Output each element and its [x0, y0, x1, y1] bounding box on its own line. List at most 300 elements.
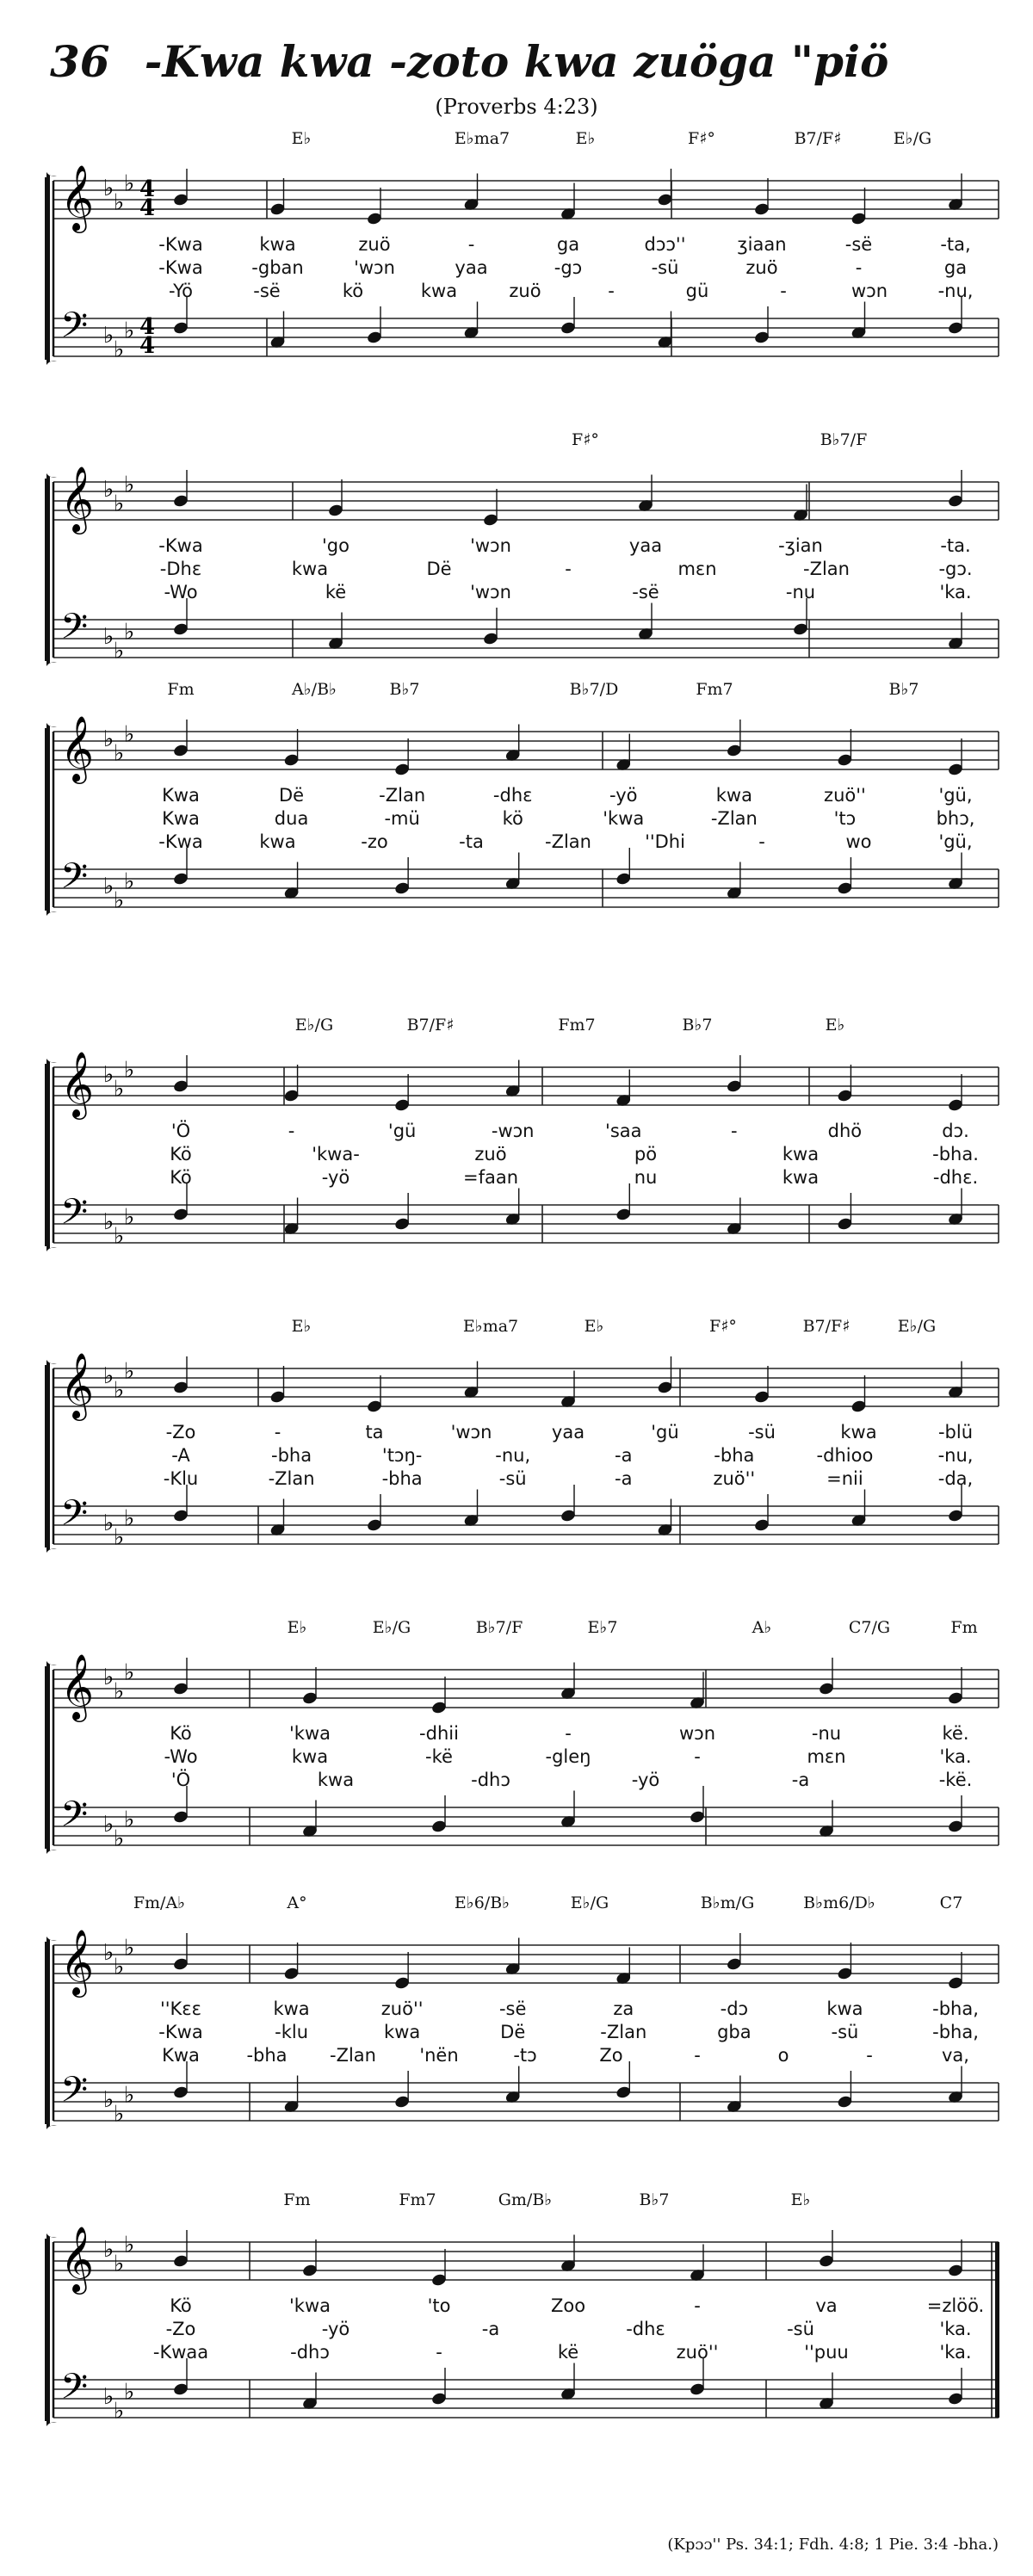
- key-signature-flat: ♭: [124, 1204, 135, 1231]
- lyric-syllable: -Yö: [169, 281, 193, 301]
- time-signature-digit: 4: [139, 195, 156, 221]
- key-signature-flat: ♭: [114, 1377, 125, 1404]
- time-signature-digit: 4: [139, 314, 156, 340]
- key-signature-flat: ♭: [103, 1812, 114, 1838]
- lyric-syllable: -Zlan: [600, 2022, 647, 2042]
- lyric-verse-3: [0, 1468, 1033, 1494]
- lyric-syllable: =zlöö.: [926, 2295, 985, 2316]
- lyric-syllable: -Zlan: [330, 2045, 376, 2066]
- chord-symbol: E♭: [584, 1317, 604, 1336]
- lyric-syllable: -yö: [631, 1770, 660, 1790]
- key-signature-flat: ♭: [124, 2082, 135, 2109]
- music-system: [0, 1317, 1033, 1592]
- lyric-syllable: kwa: [384, 2022, 421, 2042]
- key-signature-flat: ♭: [114, 491, 125, 517]
- chord-symbol: B♭7: [682, 1016, 713, 1035]
- lyric-syllable: -a: [615, 1468, 633, 1489]
- lyric-syllable: -dhɔ: [471, 1770, 510, 1790]
- lyric-syllable: bhɔ,: [936, 808, 975, 829]
- lyric-syllable: -Zlan: [545, 831, 591, 852]
- lyric-syllable: -kë.: [938, 1770, 973, 1790]
- key-signature-flat: ♭: [124, 472, 135, 498]
- lyric-syllable: -Kwa: [158, 2022, 203, 2042]
- lyric-syllable: -kë: [425, 1746, 453, 1767]
- key-signature-flat: ♭: [114, 189, 125, 216]
- key-signature-flat: ♭: [103, 1062, 114, 1088]
- key-signature-flat: ♭: [114, 740, 125, 767]
- key-signature-flat: ♭: [114, 1076, 125, 1103]
- lyric-syllable: 'gü: [387, 1121, 417, 1141]
- chord-symbol: F♯°: [572, 430, 599, 449]
- lyric-syllable: -bha: [381, 1468, 423, 1489]
- lyric-syllable: -sü: [748, 1422, 776, 1442]
- chord-symbol: A♭: [752, 1618, 772, 1637]
- key-signature-flat: ♭: [114, 887, 125, 914]
- bass-clef-icon: 𝄢: [60, 1492, 89, 1542]
- lyric-syllable: -ʒian: [778, 535, 823, 556]
- lyric-syllable: ''Kɛɛ: [159, 1998, 202, 2019]
- chord-symbol: Fm7: [558, 1016, 596, 1035]
- lyric-syllable: -bha,: [932, 2022, 979, 2042]
- chord-symbol: E♭ma7: [462, 1317, 519, 1336]
- chord-symbol: Fm7: [696, 680, 733, 699]
- music-system: [0, 129, 1033, 405]
- lyric-syllable: 'ka.: [939, 2319, 972, 2339]
- lyric-syllable: zuӧ: [358, 234, 391, 255]
- chord-symbol: F♯°: [688, 129, 715, 148]
- lyric-verse-1: [0, 2295, 1033, 2321]
- chord-symbol: Fm/A♭: [133, 1893, 186, 1912]
- lyric-verse-3: [0, 281, 1033, 306]
- lyric-syllable: -Zo: [165, 1422, 196, 1442]
- lyric-verse-2: [0, 1746, 1033, 1772]
- lyric-syllable: Dë: [279, 785, 305, 806]
- key-signature-flat: ♭: [103, 1665, 114, 1690]
- lyric-verse-1: [0, 1422, 1033, 1448]
- lyric-syllable: -: [866, 2045, 873, 2066]
- lyric-syllable: zuӧ: [509, 281, 541, 301]
- lyric-syllable: -nu: [811, 1723, 842, 1744]
- lyric-syllable: -ta: [459, 831, 484, 852]
- lyric-syllable: -bha: [246, 2045, 288, 2066]
- key-signature-flat: ♭: [124, 1057, 135, 1084]
- lyric-syllable: -: [608, 281, 615, 301]
- lyric-syllable: kö: [342, 281, 364, 301]
- lyric-verse-1: [0, 1723, 1033, 1749]
- lyric-syllable: kwa: [259, 831, 296, 852]
- lyric-syllable: -: [731, 1121, 738, 1141]
- bass-clef-icon: 𝄢: [60, 856, 89, 905]
- lyric-syllable: ga: [556, 234, 580, 255]
- lyric-syllable: -mü: [384, 808, 420, 829]
- lyric-syllable: kwa: [291, 559, 329, 579]
- key-signature-flat: ♭: [114, 1223, 125, 1250]
- lyric-syllable: -: [694, 2295, 701, 2316]
- lyric-syllable: va,: [942, 2045, 969, 2066]
- lyric-syllable: kwa: [259, 234, 296, 255]
- chord-symbol: Fm: [283, 2190, 311, 2209]
- lyric-syllable: -së: [844, 234, 873, 255]
- lyric-syllable: ʒiaan: [737, 234, 787, 255]
- treble-clef-icon: 𝄞: [60, 1653, 95, 1720]
- lyric-syllable: -: [436, 2342, 442, 2363]
- lyric-syllable: Kö: [170, 1144, 192, 1164]
- lyric-syllable: wo: [845, 831, 872, 852]
- music-system: [0, 1893, 1033, 2169]
- lyric-syllable: -Kwa: [158, 831, 203, 852]
- lyric-syllable: -dhɛ.: [932, 1167, 979, 1188]
- lyric-syllable: 'kwa: [603, 808, 645, 829]
- key-signature-flat: ♭: [124, 318, 135, 344]
- lyric-syllable: 'Ö: [170, 1770, 191, 1790]
- chord-symbol: Fm7: [399, 2190, 436, 2209]
- chord-symbol: E♭/G: [893, 129, 932, 148]
- lyric-syllable: yaa: [628, 535, 663, 556]
- lyric-syllable: -yö: [609, 785, 638, 806]
- key-signature-flat: ♭: [114, 2251, 125, 2277]
- lyric-syllable: -Zlan: [268, 1468, 315, 1489]
- lyric-syllable: -nu: [785, 582, 816, 602]
- chord-symbol: B♭7: [389, 680, 420, 699]
- lyric-syllable: zuӧ: [745, 257, 778, 278]
- lyric-syllable: -a: [615, 1445, 633, 1466]
- lyric-syllable: -wɔn: [491, 1121, 535, 1141]
- chord-symbol: E♭ma7: [454, 129, 510, 148]
- key-signature-flat: ♭: [124, 1659, 135, 1686]
- lyric-syllable: -Wo: [164, 582, 198, 602]
- lyric-syllable: wɔn: [678, 1723, 716, 1744]
- lyric-syllable: Kö: [170, 1723, 192, 1744]
- key-signature-flat: ♭: [103, 2087, 114, 2113]
- chord-symbol: E♭6/B♭: [454, 1893, 510, 1912]
- lyric-syllable: Dë: [426, 559, 452, 579]
- lyric-syllable: -gleŋ: [545, 1746, 591, 1767]
- lyric-syllable: -dhioo: [816, 1445, 874, 1466]
- scripture-reference: (Proverbs 4:23): [435, 95, 598, 119]
- lyric-syllable: -Zlan: [379, 785, 426, 806]
- chord-symbol: E♭: [291, 129, 312, 148]
- chord-symbol: B♭7: [639, 2190, 670, 2209]
- chord-symbol: B♭7/F: [475, 1618, 523, 1637]
- lyric-syllable: ta: [365, 1422, 384, 1442]
- lyric-verse-3: [0, 831, 1033, 857]
- lyric-syllable: -gban: [251, 257, 304, 278]
- lyric-syllable: -: [288, 1121, 295, 1141]
- lyric-syllable: -bha: [271, 1445, 312, 1466]
- bass-clef-icon: 𝄢: [60, 305, 89, 355]
- key-signature-flat: ♭: [103, 2237, 114, 2263]
- lyric-syllable: 'wɔn: [470, 535, 511, 556]
- lyric-syllable: -zo: [361, 831, 388, 852]
- lyric-syllable: kë: [325, 582, 347, 602]
- lyric-syllable: -A: [171, 1445, 190, 1466]
- lyric-syllable: 'wɔn: [450, 1422, 492, 1442]
- lyric-syllable: kwa: [291, 1746, 329, 1767]
- lyric-syllable: -yö: [321, 2319, 350, 2339]
- lyric-syllable: 'kwa-: [312, 1144, 360, 1164]
- music-system: [0, 430, 1033, 706]
- lyric-syllable: zuӧ'': [380, 1998, 424, 2019]
- lyric-syllable: 'nën: [419, 2045, 459, 2066]
- lyric-syllable: zuӧ'': [713, 1468, 756, 1489]
- key-signature-flat: ♭: [124, 170, 135, 197]
- chord-symbol: Gm/B♭: [498, 2190, 553, 2209]
- lyric-verse-3: [0, 582, 1033, 608]
- chord-symbol: C7: [939, 1893, 963, 1912]
- key-signature-flat: ♭: [114, 1678, 125, 1705]
- lyric-syllable: -dhɛ: [626, 2319, 665, 2339]
- treble-clef-icon: 𝄞: [60, 164, 95, 231]
- lyric-syllable: -dhii: [419, 1723, 459, 1744]
- bass-clef-icon: 𝄢: [60, 2069, 89, 2119]
- key-signature-flat: ♭: [114, 2101, 125, 2128]
- chord-symbol: Fm: [167, 680, 195, 699]
- lyric-syllable: -: [694, 2045, 701, 2066]
- lyric-syllable: 'ka.: [939, 582, 972, 602]
- lyric-syllable: =faan: [462, 1167, 519, 1188]
- lyric-verse-1: [0, 1121, 1033, 1146]
- lyric-syllable: -Zo: [165, 2319, 196, 2339]
- lyric-syllable: 'gü,: [938, 831, 973, 852]
- lyric-verse-2: [0, 257, 1033, 283]
- lyric-syllable: ''Dhi: [645, 831, 685, 852]
- lyric-syllable: nu: [634, 1167, 658, 1188]
- chord-symbol: E♭: [287, 1618, 307, 1637]
- lyric-syllable: -: [467, 234, 475, 255]
- lyric-syllable: Kö: [170, 1167, 192, 1188]
- lyric-syllable: -bha.: [932, 1144, 979, 1164]
- lyric-syllable: kwa: [840, 1422, 877, 1442]
- lyric-syllable: -sü: [831, 2022, 859, 2042]
- chord-symbol: B7/F♯: [794, 129, 842, 148]
- key-signature-flat: ♭: [114, 638, 125, 664]
- lyric-syllable: -: [758, 831, 765, 852]
- lyric-verse-2: [0, 808, 1033, 834]
- time-signature-digit: 4: [139, 333, 156, 359]
- lyric-verse-1: [0, 535, 1033, 561]
- key-signature-flat: ♭: [124, 619, 135, 646]
- music-system: [0, 1016, 1033, 1291]
- lyric-verse-3: [0, 2045, 1033, 2071]
- key-signature-flat: ♭: [103, 323, 114, 349]
- lyric-syllable: mɛn: [677, 559, 717, 579]
- lyric-syllable: -bha,: [932, 1998, 979, 2019]
- chord-symbol: B7/F♯: [802, 1317, 851, 1336]
- lyric-syllable: 'wɔn: [354, 257, 395, 278]
- key-signature-flat: ♭: [114, 1954, 125, 1980]
- key-signature-flat: ♭: [124, 1935, 135, 1961]
- footer-references: (Kpɔɔ'' Ps. 34:1; Fdh. 4:8; 1 Pie. 3:4 -bha.): [667, 2536, 999, 2554]
- key-signature-flat: ♭: [103, 874, 114, 899]
- lyric-syllable: Kwa: [162, 2045, 200, 2066]
- lyric-syllable: Zo: [599, 2045, 623, 2066]
- lyric-verse-3: [0, 2342, 1033, 2368]
- chord-symbol: E♭/G: [897, 1317, 937, 1336]
- key-signature-flat: ♭: [114, 2398, 125, 2425]
- lyric-syllable: kë: [557, 2342, 579, 2363]
- time-signature-digit: 4: [139, 176, 156, 202]
- lyric-syllable: -: [565, 1723, 572, 1744]
- chord-symbol: E♭/G: [294, 1016, 334, 1035]
- lyric-syllable: kwa: [317, 1770, 355, 1790]
- lyric-verse-2: [0, 2319, 1033, 2344]
- lyric-syllable: yaa: [551, 1422, 585, 1442]
- lyric-syllable: 'kwa: [289, 1723, 331, 1744]
- lyric-syllable: -Kwa: [158, 257, 203, 278]
- music-system: [0, 1618, 1033, 1893]
- lyric-syllable: -së: [253, 281, 281, 301]
- lyric-syllable: 'to: [427, 2295, 451, 2316]
- lyric-syllable: 'tɔ: [833, 808, 857, 829]
- lyric-syllable: -gɔ.: [938, 559, 973, 579]
- lyric-syllable: Dë: [500, 2022, 526, 2042]
- lyric-syllable: -da,: [937, 1468, 974, 1489]
- lyric-syllable: 'wɔn: [470, 582, 511, 602]
- lyric-verse-2: [0, 1445, 1033, 1471]
- lyric-syllable: zuӧ'': [676, 2342, 719, 2363]
- lyric-syllable: 'gü,: [938, 785, 973, 806]
- key-signature-flat: ♭: [103, 624, 114, 650]
- lyric-syllable: -dhɔ: [290, 2342, 330, 2363]
- music-system: [0, 2190, 1033, 2466]
- lyric-syllable: 'tɔŋ-: [381, 1445, 423, 1466]
- key-signature-flat: ♭: [103, 1363, 114, 1389]
- key-signature-flat: ♭: [114, 1524, 125, 1551]
- lyric-verse-3: [0, 1167, 1033, 1193]
- treble-clef-icon: 𝄞: [60, 715, 95, 781]
- lyric-syllable: 'go: [322, 535, 349, 556]
- key-signature-flat: ♭: [124, 2379, 135, 2406]
- lyric-syllable: Kwa: [162, 785, 200, 806]
- lyric-syllable: 'saa: [605, 1121, 642, 1141]
- lyric-syllable: kö: [502, 808, 523, 829]
- lyric-syllable: ga: [943, 257, 968, 278]
- treble-clef-icon: 𝄞: [60, 1929, 95, 1995]
- lyric-syllable: -: [694, 1746, 701, 1767]
- lyric-syllable: dɔɔ'': [644, 234, 686, 255]
- key-signature-flat: ♭: [103, 176, 114, 201]
- lyric-syllable: -Kwaa: [152, 2342, 209, 2363]
- music-system: [0, 680, 1033, 955]
- lyric-syllable: -a: [791, 1770, 810, 1790]
- lyric-syllable: mɛn: [807, 1746, 846, 1767]
- treble-clef-icon: 𝄞: [60, 2226, 95, 2292]
- lyric-verse-3: [0, 1770, 1033, 1795]
- lyric-syllable: o: [777, 2045, 789, 2066]
- lyric-syllable: 'Ö: [170, 1121, 191, 1141]
- key-signature-flat: ♭: [114, 1825, 125, 1852]
- lyric-syllable: -sü: [498, 1468, 527, 1489]
- lyric-verse-2: [0, 2022, 1033, 2048]
- lyric-syllable: -nu,: [495, 1445, 531, 1466]
- lyric-syllable: Kwa: [162, 808, 200, 829]
- lyric-syllable: dua: [274, 808, 309, 829]
- lyric-syllable: kwa: [273, 1998, 310, 2019]
- key-signature-flat: ♭: [114, 337, 125, 363]
- chord-symbol: E♭7: [587, 1618, 618, 1637]
- lyric-syllable: kwa: [826, 1998, 863, 2019]
- chord-symbol: A°: [287, 1893, 307, 1912]
- lyric-syllable: -Zlan: [710, 808, 758, 829]
- chord-symbol: E♭/G: [570, 1893, 609, 1912]
- lyric-syllable: -ta.: [940, 535, 971, 556]
- lyric-syllable: 'ka.: [939, 1746, 972, 1767]
- lyric-syllable: va: [815, 2295, 838, 2316]
- lyric-syllable: -nu,: [937, 281, 974, 301]
- lyric-syllable: -Dhɛ: [159, 559, 202, 579]
- treble-clef-icon: 𝄞: [60, 1051, 95, 1117]
- chord-symbol: Fm: [950, 1618, 978, 1637]
- lyric-syllable: kwa: [782, 1167, 820, 1188]
- lyric-syllable: -yö: [321, 1167, 350, 1188]
- chord-symbol: E♭: [825, 1016, 845, 1035]
- lyric-syllable: -së: [632, 582, 659, 602]
- lyric-syllable: -dɔ: [720, 1998, 749, 2019]
- lyric-syllable: -nu,: [937, 1445, 974, 1466]
- key-signature-flat: ♭: [103, 1510, 114, 1536]
- lyric-syllable: gü: [685, 281, 709, 301]
- key-signature-flat: ♭: [124, 721, 135, 748]
- lyric-syllable: -a: [481, 2319, 500, 2339]
- key-signature-flat: ♭: [103, 1209, 114, 1235]
- lyric-syllable: kwa: [715, 785, 752, 806]
- hymn-title: -Kwa kwa -zoto kwa zuӧga "piӧ: [144, 36, 889, 87]
- key-signature-flat: ♭: [103, 2384, 114, 2410]
- lyric-syllable: zuӧ: [474, 1144, 507, 1164]
- lyric-verse-1: [0, 785, 1033, 811]
- lyric-syllable: -ta,: [940, 234, 971, 255]
- chord-symbol: F♯°: [709, 1317, 737, 1336]
- chord-symbol: E♭: [575, 129, 596, 148]
- key-signature-flat: ♭: [124, 868, 135, 895]
- lyric-syllable: kwa: [420, 281, 458, 301]
- lyric-syllable: yaa: [455, 257, 488, 278]
- lyric-syllable: -Klu: [163, 1468, 199, 1489]
- key-signature-flat: ♭: [103, 477, 114, 503]
- chord-symbol: E♭: [790, 2190, 811, 2209]
- treble-clef-icon: 𝄞: [60, 1352, 95, 1418]
- chord-symbol: E♭/G: [372, 1618, 411, 1637]
- bass-clef-icon: 𝄢: [60, 606, 89, 656]
- lyric-syllable: wɔn: [851, 281, 888, 301]
- lyric-syllable: -gɔ: [554, 257, 583, 278]
- key-signature-flat: ♭: [124, 1807, 135, 1833]
- lyric-syllable: =nii: [826, 1468, 863, 1489]
- lyric-syllable: zuӧ'': [824, 785, 866, 806]
- lyric-verse-2: [0, 559, 1033, 584]
- lyric-syllable: -Zlan: [803, 559, 850, 579]
- lyric-syllable: -: [855, 257, 863, 278]
- treble-clef-icon: 𝄞: [60, 466, 95, 532]
- key-signature-flat: ♭: [103, 1940, 114, 1966]
- lyric-syllable: Zoo: [550, 2295, 586, 2316]
- lyric-syllable: -klu: [275, 2022, 309, 2042]
- lyric-syllable: -Kwa: [158, 234, 203, 255]
- lyric-syllable: -së: [498, 1998, 527, 2019]
- lyric-syllable: kë.: [942, 1723, 969, 1744]
- lyric-syllable: dhö: [827, 1121, 863, 1141]
- lyric-syllable: -sü: [787, 2319, 814, 2339]
- key-signature-flat: ♭: [103, 726, 114, 752]
- lyric-syllable: -Kwa: [158, 535, 203, 556]
- lyric-syllable: -Wo: [164, 1746, 198, 1767]
- lyric-syllable: za: [613, 1998, 634, 2019]
- lyric-syllable: ''puu: [804, 2342, 849, 2363]
- lyric-verse-1: [0, 234, 1033, 260]
- chord-symbol: C7/G: [848, 1618, 891, 1637]
- lyric-syllable: -: [780, 281, 787, 301]
- chord-symbol: B♭m/G: [700, 1893, 755, 1912]
